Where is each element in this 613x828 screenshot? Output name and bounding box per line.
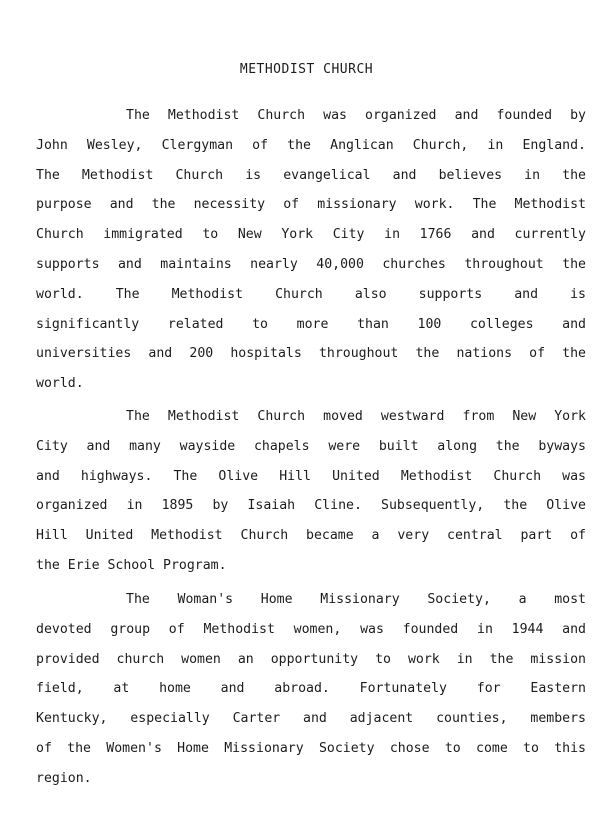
text-line: provided church women an opportunity to work in the mission [36, 651, 586, 667]
text-line: significantly related to more than 100 colleges and [36, 316, 586, 332]
text-line: Hill United Methodist Church became a very central part of [36, 528, 586, 544]
text-line: organized in 1895 by Isaiah Cline. Subsequently, the Olive [36, 498, 586, 514]
text-line: The Methodist Church moved westward from New York [126, 409, 586, 424]
text-line: The Methodist Church was organized and founded by [126, 108, 586, 123]
paragraph-2 [36, 402, 586, 581]
paragraph-3 [36, 585, 586, 794]
text-line: John Wesley, Clergyman of the Anglican Church, in England. [36, 137, 586, 153]
document-title: METHODIST CHURCH [239, 62, 374, 77]
text-line: purpose and the necessity of missionary work. The Methodist [36, 197, 586, 213]
text-line: supports and maintains nearly 40,000 churches throughout the [36, 256, 586, 272]
text-line: Kentucky, especially Carter and adjacent counties, members [36, 711, 586, 727]
text-line: and highways. The Olive Hill United Methodist Church was [36, 468, 586, 484]
text-line: of the Women's Home Missionary Society chose to come to this [36, 740, 586, 756]
text-line: world. [36, 376, 84, 392]
text-line: City and many wayside chapels were built along the byways [36, 438, 586, 454]
text-line: Church immigrated to New York City in 1766 and currently [36, 227, 586, 243]
text-line: The Methodist Church is evangelical and believes in the [36, 167, 586, 183]
text-line: universities and 200 hospitals throughout the nations of the [36, 346, 586, 362]
text-line: field, at home and abroad. Fortunately for Eastern [36, 681, 586, 697]
text-line: the Erie School Program. [36, 557, 227, 573]
paragraph-1 [36, 101, 586, 399]
text-line: region. [36, 770, 92, 786]
text-line: world. The Methodist Church also supports and is [36, 286, 586, 302]
text-line: The Woman's Home Missionary Society, a most [126, 592, 586, 607]
text-line: devoted group of Methodist women, was founded in 1944 and [36, 621, 586, 637]
